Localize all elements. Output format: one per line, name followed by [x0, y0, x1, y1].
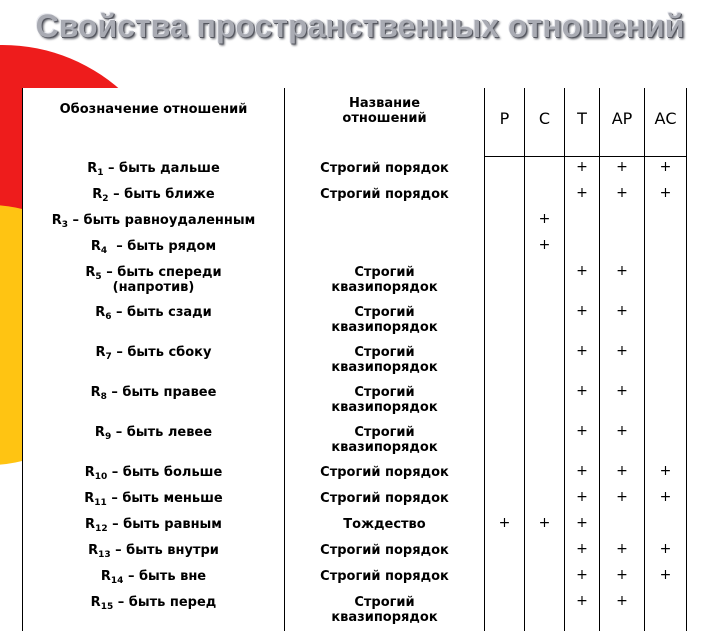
relation-type-line2: квазипорядок [331, 439, 438, 455]
relation-index: 11 [94, 497, 107, 508]
table-row [23, 539, 687, 565]
relation-label: – быть вне [123, 568, 207, 584]
table-row [23, 261, 687, 301]
relation-symbol: R [90, 384, 101, 400]
relation-notation-line [25, 517, 282, 532]
relation-type [285, 461, 485, 487]
relation-type-line: Строгий порядок [320, 464, 449, 480]
relation-notation [23, 261, 285, 301]
relation-type [285, 183, 485, 209]
relation-index: 13 [98, 549, 111, 560]
relation-type [285, 421, 485, 461]
relation-symbol: R [100, 568, 111, 584]
header-flag-p: Р [485, 88, 525, 157]
relation-type [285, 513, 485, 539]
relation-label: – быть больше [107, 464, 223, 480]
relation-type [285, 591, 485, 631]
flag-ap: + [600, 157, 645, 183]
table-row [23, 301, 687, 341]
relation-notation [23, 381, 285, 421]
relation-index: 12 [95, 523, 108, 534]
relation-type-line2: квазипорядок [331, 399, 438, 415]
header-row [23, 88, 687, 157]
relation-notation [23, 591, 285, 631]
table-row [23, 235, 687, 261]
relation-type-line: Тождество [343, 516, 426, 532]
relation-index: 15 [100, 601, 114, 612]
table-row [23, 341, 687, 381]
flag-c: + [525, 209, 565, 235]
relation-type [285, 487, 485, 513]
flag-t: + [565, 381, 600, 421]
relation-index: 1 [97, 167, 104, 178]
flag-ap: + [600, 301, 645, 341]
relation-type-line: Строгий порядок [320, 490, 449, 506]
table-row [23, 381, 687, 421]
relation-type [285, 209, 485, 235]
relation-type [285, 261, 485, 301]
relation-index: 6 [105, 311, 112, 322]
relation-notation-line [25, 385, 282, 400]
table-row [23, 565, 687, 591]
table-row [23, 209, 687, 235]
relation-symbol: R [92, 186, 103, 202]
flag-p [485, 341, 525, 381]
flag-ac [645, 381, 687, 421]
flag-ac: + [645, 539, 687, 565]
relation-label: – быть сзади [111, 304, 212, 320]
relation-notation-line [25, 465, 282, 480]
flag-p [485, 565, 525, 591]
relation-index: 14 [110, 575, 124, 586]
flag-ac: + [645, 461, 687, 487]
relation-symbol: R [85, 516, 96, 532]
relation-type [285, 539, 485, 565]
relation-type-line: Строгий порядок [320, 160, 449, 176]
flag-t: + [565, 183, 600, 209]
relation-notation-line [25, 239, 282, 254]
relation-type-line: Строгий порядок [320, 568, 449, 584]
header-flag-c: С [525, 88, 565, 157]
flag-p [485, 487, 525, 513]
flag-ac [645, 513, 687, 539]
flag-ap [600, 513, 645, 539]
flag-c [525, 461, 565, 487]
relation-index: 5 [95, 271, 102, 282]
table-row [23, 421, 687, 461]
relation-type-line: Строгий [354, 594, 415, 610]
flag-ap [600, 209, 645, 235]
header-name: Название отношений [285, 88, 485, 157]
flag-ap: + [600, 183, 645, 209]
relation-notation-line [25, 265, 282, 280]
relation-notation [23, 461, 285, 487]
flag-c [525, 261, 565, 301]
relation-symbol: R [90, 238, 101, 254]
flag-c: + [525, 235, 565, 261]
relation-type-line: Строгий [354, 344, 415, 360]
table-row [23, 513, 687, 539]
flag-p [485, 381, 525, 421]
relation-type-line2: квазипорядок [331, 609, 438, 625]
flag-ac [645, 421, 687, 461]
flag-ac [645, 209, 687, 235]
relation-notation-line [25, 491, 282, 506]
flag-ap: + [600, 539, 645, 565]
relation-index: 7 [105, 351, 112, 362]
relation-notation-line [25, 425, 282, 440]
flag-ap: + [600, 421, 645, 461]
flag-p [485, 235, 525, 261]
relation-notation [23, 421, 285, 461]
relation-label: – быть спереди [101, 264, 222, 280]
header-flag-ac: АС [645, 88, 687, 157]
relation-symbol: R [88, 542, 99, 558]
relation-type [285, 301, 485, 341]
relation-notation [23, 565, 285, 591]
relation-label: – быть перед [113, 594, 217, 610]
relation-type [285, 157, 485, 183]
flag-t [565, 235, 600, 261]
relation-index: 3 [61, 219, 68, 230]
flag-p [485, 591, 525, 631]
flag-p [485, 539, 525, 565]
flag-c [525, 539, 565, 565]
flag-c [525, 421, 565, 461]
flag-p [485, 421, 525, 461]
relation-notation [23, 209, 285, 235]
relation-notation-line [25, 187, 282, 202]
relation-type-line: Строгий [354, 264, 415, 280]
relation-label: – быть меньше [106, 490, 223, 506]
flag-c [525, 341, 565, 381]
table-row [23, 183, 687, 209]
flag-ac [645, 301, 687, 341]
relation-symbol: R [84, 490, 95, 506]
flag-c: + [525, 513, 565, 539]
relation-notation-line [25, 161, 282, 176]
header-flag-t: Т [565, 88, 600, 157]
flag-c [525, 301, 565, 341]
relation-symbol: R [90, 594, 101, 610]
table-row [23, 591, 687, 631]
relation-notation-line [25, 345, 282, 360]
flag-t: + [565, 341, 600, 381]
relation-label: – быть внутри [110, 542, 219, 558]
flag-t: + [565, 513, 600, 539]
relation-index: 9 [104, 431, 112, 442]
flag-ap: + [600, 591, 645, 631]
flag-ap: + [600, 487, 645, 513]
flag-p [485, 301, 525, 341]
relation-notation-line [25, 213, 282, 228]
flag-t: + [565, 301, 600, 341]
flag-ap [600, 235, 645, 261]
flag-ap: + [600, 261, 645, 301]
relation-label: – быть левее [111, 424, 213, 440]
relation-symbol: R [95, 304, 106, 320]
relation-index: 4 [100, 245, 108, 256]
relation-symbol: R [87, 160, 98, 176]
flag-t: + [565, 487, 600, 513]
relation-notation [23, 235, 285, 261]
relation-notation [23, 341, 285, 381]
flag-ac: + [645, 157, 687, 183]
relation-notation [23, 183, 285, 209]
relation-symbol: R [85, 264, 96, 280]
relation-label: – быть рядом [107, 238, 217, 254]
flag-ac: + [645, 487, 687, 513]
relation-symbol: R [84, 464, 95, 480]
relation-notation [23, 157, 285, 183]
flag-ap: + [600, 341, 645, 381]
relation-label: – быть сбоку [111, 344, 212, 360]
relation-type-line: Строгий порядок [320, 186, 449, 202]
relation-type-line2: квазипорядок [331, 319, 438, 335]
flag-p: + [485, 513, 525, 539]
flag-c [525, 591, 565, 631]
relation-symbol: R [94, 424, 105, 440]
relation-type [285, 341, 485, 381]
flag-ac [645, 591, 687, 631]
relation-notation [23, 513, 285, 539]
relation-label: – быть правее [106, 384, 217, 400]
relation-type-line2: квазипорядок [331, 359, 438, 375]
flag-t: + [565, 461, 600, 487]
flag-p [485, 209, 525, 235]
flag-t: + [565, 157, 600, 183]
relation-notation [23, 539, 285, 565]
flag-ap: + [600, 381, 645, 421]
flag-ac: + [645, 565, 687, 591]
relation-notation-line [25, 569, 282, 584]
relation-type [285, 235, 485, 261]
flag-t: + [565, 421, 600, 461]
flag-t: + [565, 591, 600, 631]
flag-c [525, 381, 565, 421]
flag-ap: + [600, 565, 645, 591]
flag-p [485, 261, 525, 301]
slide-title: Свойства пространственных отношений [35, 8, 685, 44]
relation-notation-line [25, 305, 282, 320]
relations-table [22, 88, 687, 631]
header-flag-ap: АР [600, 88, 645, 157]
flag-c [525, 565, 565, 591]
relation-label: – быть дальше [103, 160, 220, 176]
relation-type [285, 381, 485, 421]
relation-label: – быть ближе [108, 186, 215, 202]
relation-symbol: R [95, 344, 106, 360]
relation-type-line2: квазипорядок [331, 279, 438, 295]
relation-notation [23, 301, 285, 341]
relation-index: 2 [102, 193, 109, 204]
relation-type-line: Строгий [354, 384, 415, 400]
table-row [23, 487, 687, 513]
flag-t [565, 209, 600, 235]
flag-p [485, 461, 525, 487]
relation-label: – быть равноудаленным [67, 212, 256, 228]
relation-type [285, 565, 485, 591]
flag-ap: + [600, 461, 645, 487]
relation-type-line: Строгий [354, 304, 415, 320]
relation-symbol: R [51, 212, 62, 228]
relation-index: 8 [100, 391, 107, 402]
flag-ac [645, 341, 687, 381]
table-row [23, 461, 687, 487]
relation-notation-line [25, 543, 282, 558]
flag-t: + [565, 261, 600, 301]
flag-p [485, 157, 525, 183]
flag-p [485, 183, 525, 209]
relation-label-line2: (напротив) [112, 279, 195, 295]
flag-ac [645, 261, 687, 301]
relation-notation-line [25, 595, 282, 610]
flag-ac [645, 235, 687, 261]
header-notation: Обозначение отношений [23, 88, 285, 157]
relation-type-line: Строгий [354, 424, 415, 440]
flag-c [525, 183, 565, 209]
relation-index: 10 [94, 471, 108, 482]
relation-type-line: Строгий порядок [320, 542, 449, 558]
table-row [23, 157, 687, 183]
relation-label: – быть равным [107, 516, 222, 532]
flag-t: + [565, 565, 600, 591]
flag-t: + [565, 539, 600, 565]
flag-c [525, 157, 565, 183]
flag-c [525, 487, 565, 513]
flag-ac: + [645, 183, 687, 209]
relation-notation [23, 487, 285, 513]
